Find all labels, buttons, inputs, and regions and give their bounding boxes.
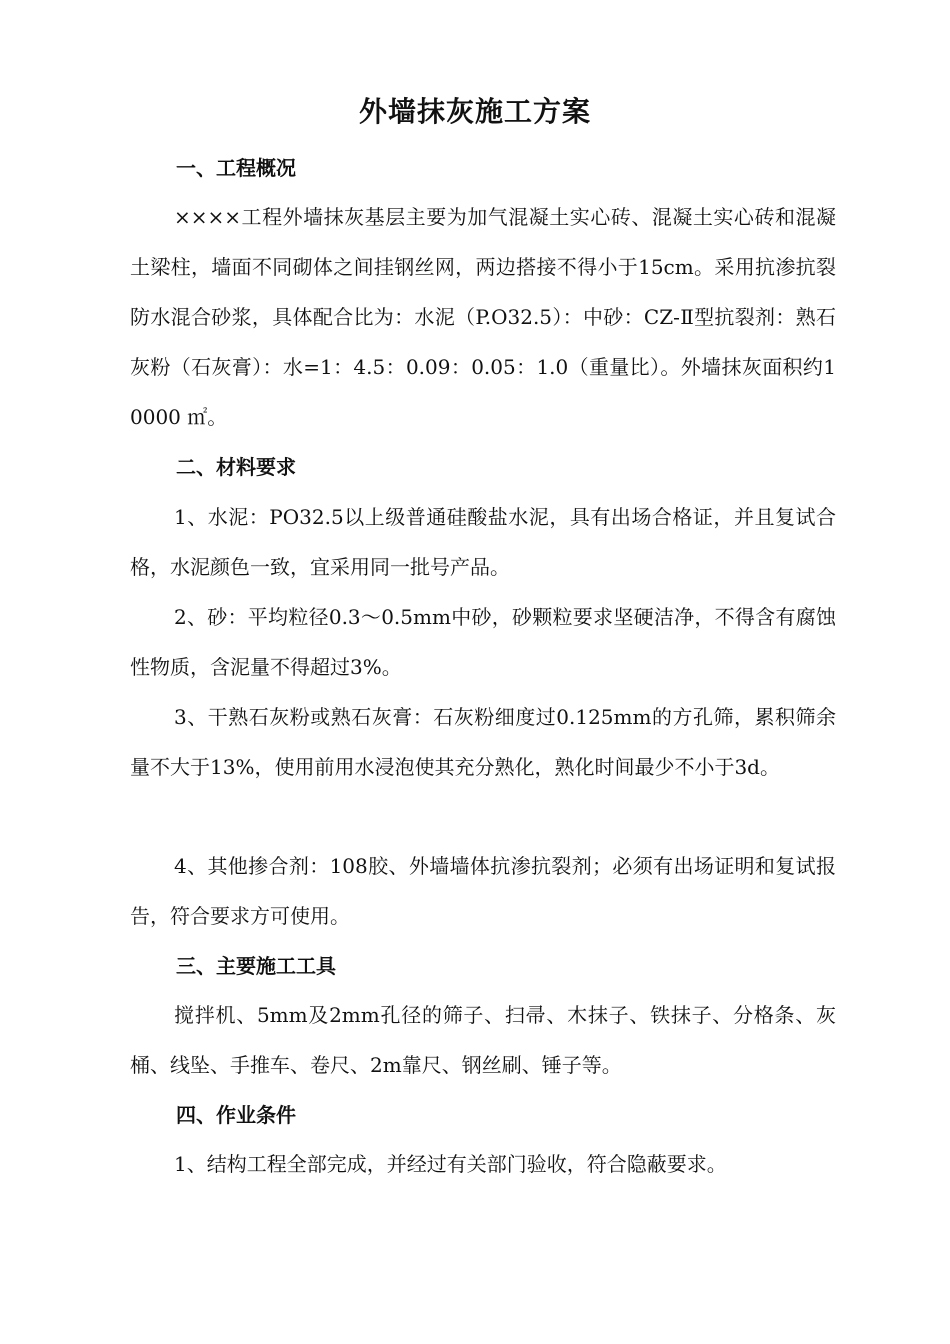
paragraph-tools: 搅拌机、5mm及2mm孔径的筛子、扫帚、木抹子、铁抹子、分格条、灰桶、线坠、手推车、卷尺、2m靠尺、钢丝刷、锤子等。 [130, 1003, 836, 1077]
paragraph-cement: 1、水泥：PO32.5以上级普通硅酸盐水泥，具有出场合格证，并且复试合格，水泥颜色一致，宜采用同一批号产品。 [130, 505, 836, 579]
paragraph-lime: 3、干熟石灰粉或熟石灰膏：石灰粉细度过0.125mm的方孔筛，累积筛余量不大于13%，使用前用水浸泡使其充分熟化，熟化时间最少不小于3d。 [130, 705, 836, 779]
section-heading-conditions: 四、作业条件 [176, 1103, 296, 1127]
section-heading-tools: 三、主要施工工具 [176, 954, 336, 978]
paragraph-admixture: 4、其他掺合剂：108胶、外墙墙体抗渗抗裂剂；必须有出场证明和复试报告，符合要求方可使用。 [130, 854, 836, 928]
paragraph-overview: ××××工程外墙抹灰基层主要为加气混凝土实心砖、混凝土实心砖和混凝土梁柱，墙面不同砌体之间挂钢丝网，两边搭接不得小于15cm。采用抗渗抗裂防水混合砂浆，具体配合比为：水泥（P.O32.5）：中砂：CZ-Ⅱ型抗裂剂：熟石灰粉（石灰膏）：水=1：4.5：0.09：0.05：1.0（重量比）。外墙抹灰面积约10000 ㎡。 [130, 205, 836, 429]
paragraph-conditions: 1、结构工程全部完成，并经过有关部门验收，符合隐蔽要求。 [174, 1152, 727, 1176]
paragraph-sand: 2、砂：平均粒径0.3～0.5mm中砂，砂颗粒要求坚硬洁净，不得含有腐蚀性物质，含泥量不得超过3%。 [130, 605, 836, 679]
document-title: 外墙抹灰施工方案 [358, 95, 591, 128]
section-heading-overview: 一、工程概况 [176, 156, 296, 180]
section-heading-materials: 二、材料要求 [176, 455, 296, 479]
